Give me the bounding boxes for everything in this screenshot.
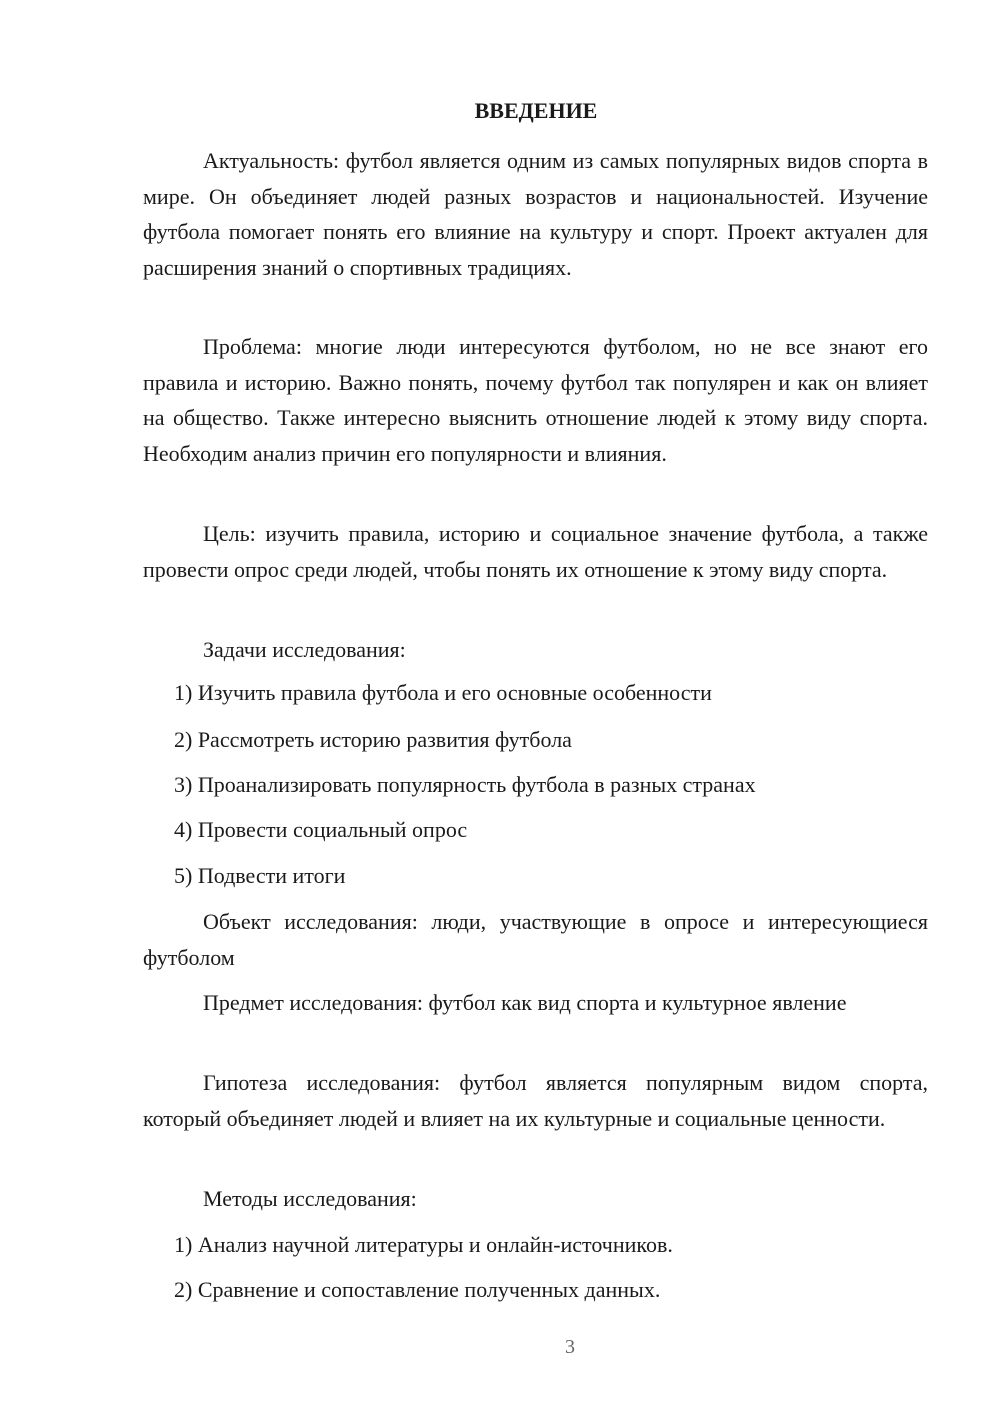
relevance-paragraph: Актуальность: футбол является одним из самых популярных видов спорта в мире. Он объединяет людей разных возрастов и национальностей. Изучение футбола помогает понять его влияние на культуру и спорт. Проект актуален для расширения знаний о спортивных традициях. — [143, 148, 928, 280]
hypothesis-paragraph: Гипотеза исследования: футбол является популярным видом спорта, который объединяет людей и влияет на их культурные и социальные ценности. — [143, 1070, 928, 1131]
task-item: 3) Проанализировать популярность футбола в разных странах — [174, 772, 756, 797]
task-item: 2) Рассмотреть историю развития футбола — [174, 727, 572, 752]
goal-paragraph: Цель: изучить правила, историю и социальное значение футбола, а также провести опрос среди людей, чтобы понять их отношение к этому виду спорта. — [143, 521, 928, 582]
task-item: 1) Изучить правила футбола и его основные особенности — [174, 680, 712, 705]
method-item: 1) Анализ научной литературы и онлайн-источников. — [174, 1232, 673, 1257]
problem-paragraph: Проблема: многие люди интересуются футболом, но не все знают его правила и историю. Важно понять, почему футбол так популярен и как он влияет на общество. Также интересно выяснить отношение людей к этому виду спорта. Необходим анализ причин его популярности и влияния. — [143, 334, 928, 466]
tasks-heading: Задачи исследования: — [203, 637, 406, 662]
page-number: 3 — [565, 1336, 575, 1358]
object-paragraph: Объект исследования: люди, участвующие в опросе и интересующиеся футболом — [143, 909, 928, 970]
page-title: ВВЕДЕНИЕ — [474, 98, 598, 123]
method-item: 2) Сравнение и сопоставление полученных данных. — [174, 1277, 661, 1302]
task-item: 5) Подвести итоги — [174, 863, 346, 888]
task-item: 4) Провести социальный опрос — [174, 817, 468, 842]
subject-paragraph: Предмет исследования: футбол как вид спорта и культурное явление — [203, 990, 847, 1015]
methods-heading: Методы исследования: — [203, 1186, 417, 1211]
